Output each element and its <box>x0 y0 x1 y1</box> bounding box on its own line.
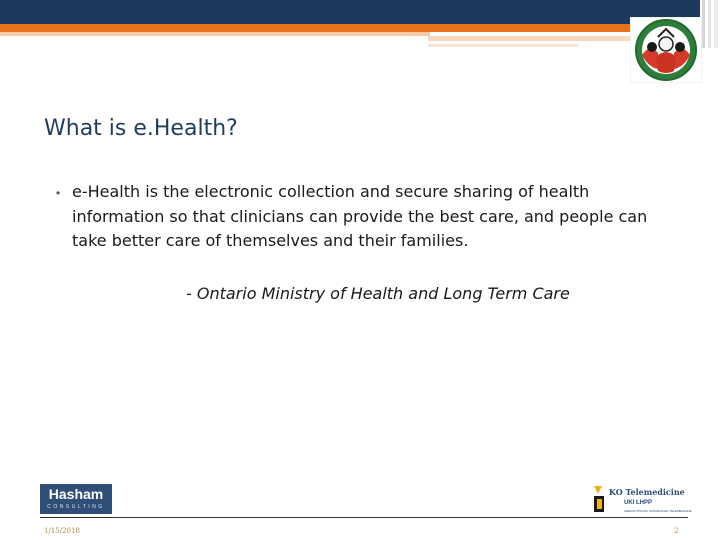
header-band-peach <box>0 32 430 36</box>
ko-logo-subtitle: UKI LHPP <box>624 500 653 506</box>
quote-attribution: - Ontario Ministry of Health and Long Term Care <box>186 284 570 303</box>
hasham-logo-subtitle: CONSULTING <box>47 504 105 510</box>
hasham-consulting-logo <box>40 484 112 514</box>
ko-logo-tagline: KEEWAYTINOOK OKIMAKANAK TELEMEDICINE <box>624 509 692 513</box>
header-grey-stripe <box>714 0 718 48</box>
medicine-wheel-logo-icon <box>630 17 702 83</box>
footer-date: 1/15/2018 <box>44 527 80 535</box>
footer-divider <box>40 517 688 518</box>
header-band-peach-accent <box>428 36 638 41</box>
bullet-dot-icon: • <box>56 186 61 200</box>
slide-title: What is e.Health? <box>44 116 238 141</box>
header-band-orange <box>0 24 640 32</box>
bullet-text: e-Health is the electronic collection and secure sharing of health information so that clinicians can provide the best care, and people can take better care of themselves and their families. <box>72 182 648 250</box>
header-band-peach-accent-small <box>428 44 578 47</box>
header-grey-stripe <box>708 0 711 48</box>
page-number: 2 <box>674 527 679 535</box>
header-band-navy <box>0 0 700 24</box>
hasham-logo-name: Hasham <box>48 486 104 502</box>
ko-telemedicine-logo <box>592 484 692 518</box>
header-grey-stripe <box>702 0 705 48</box>
ko-logo-title: KO Telemedicine <box>609 487 685 497</box>
